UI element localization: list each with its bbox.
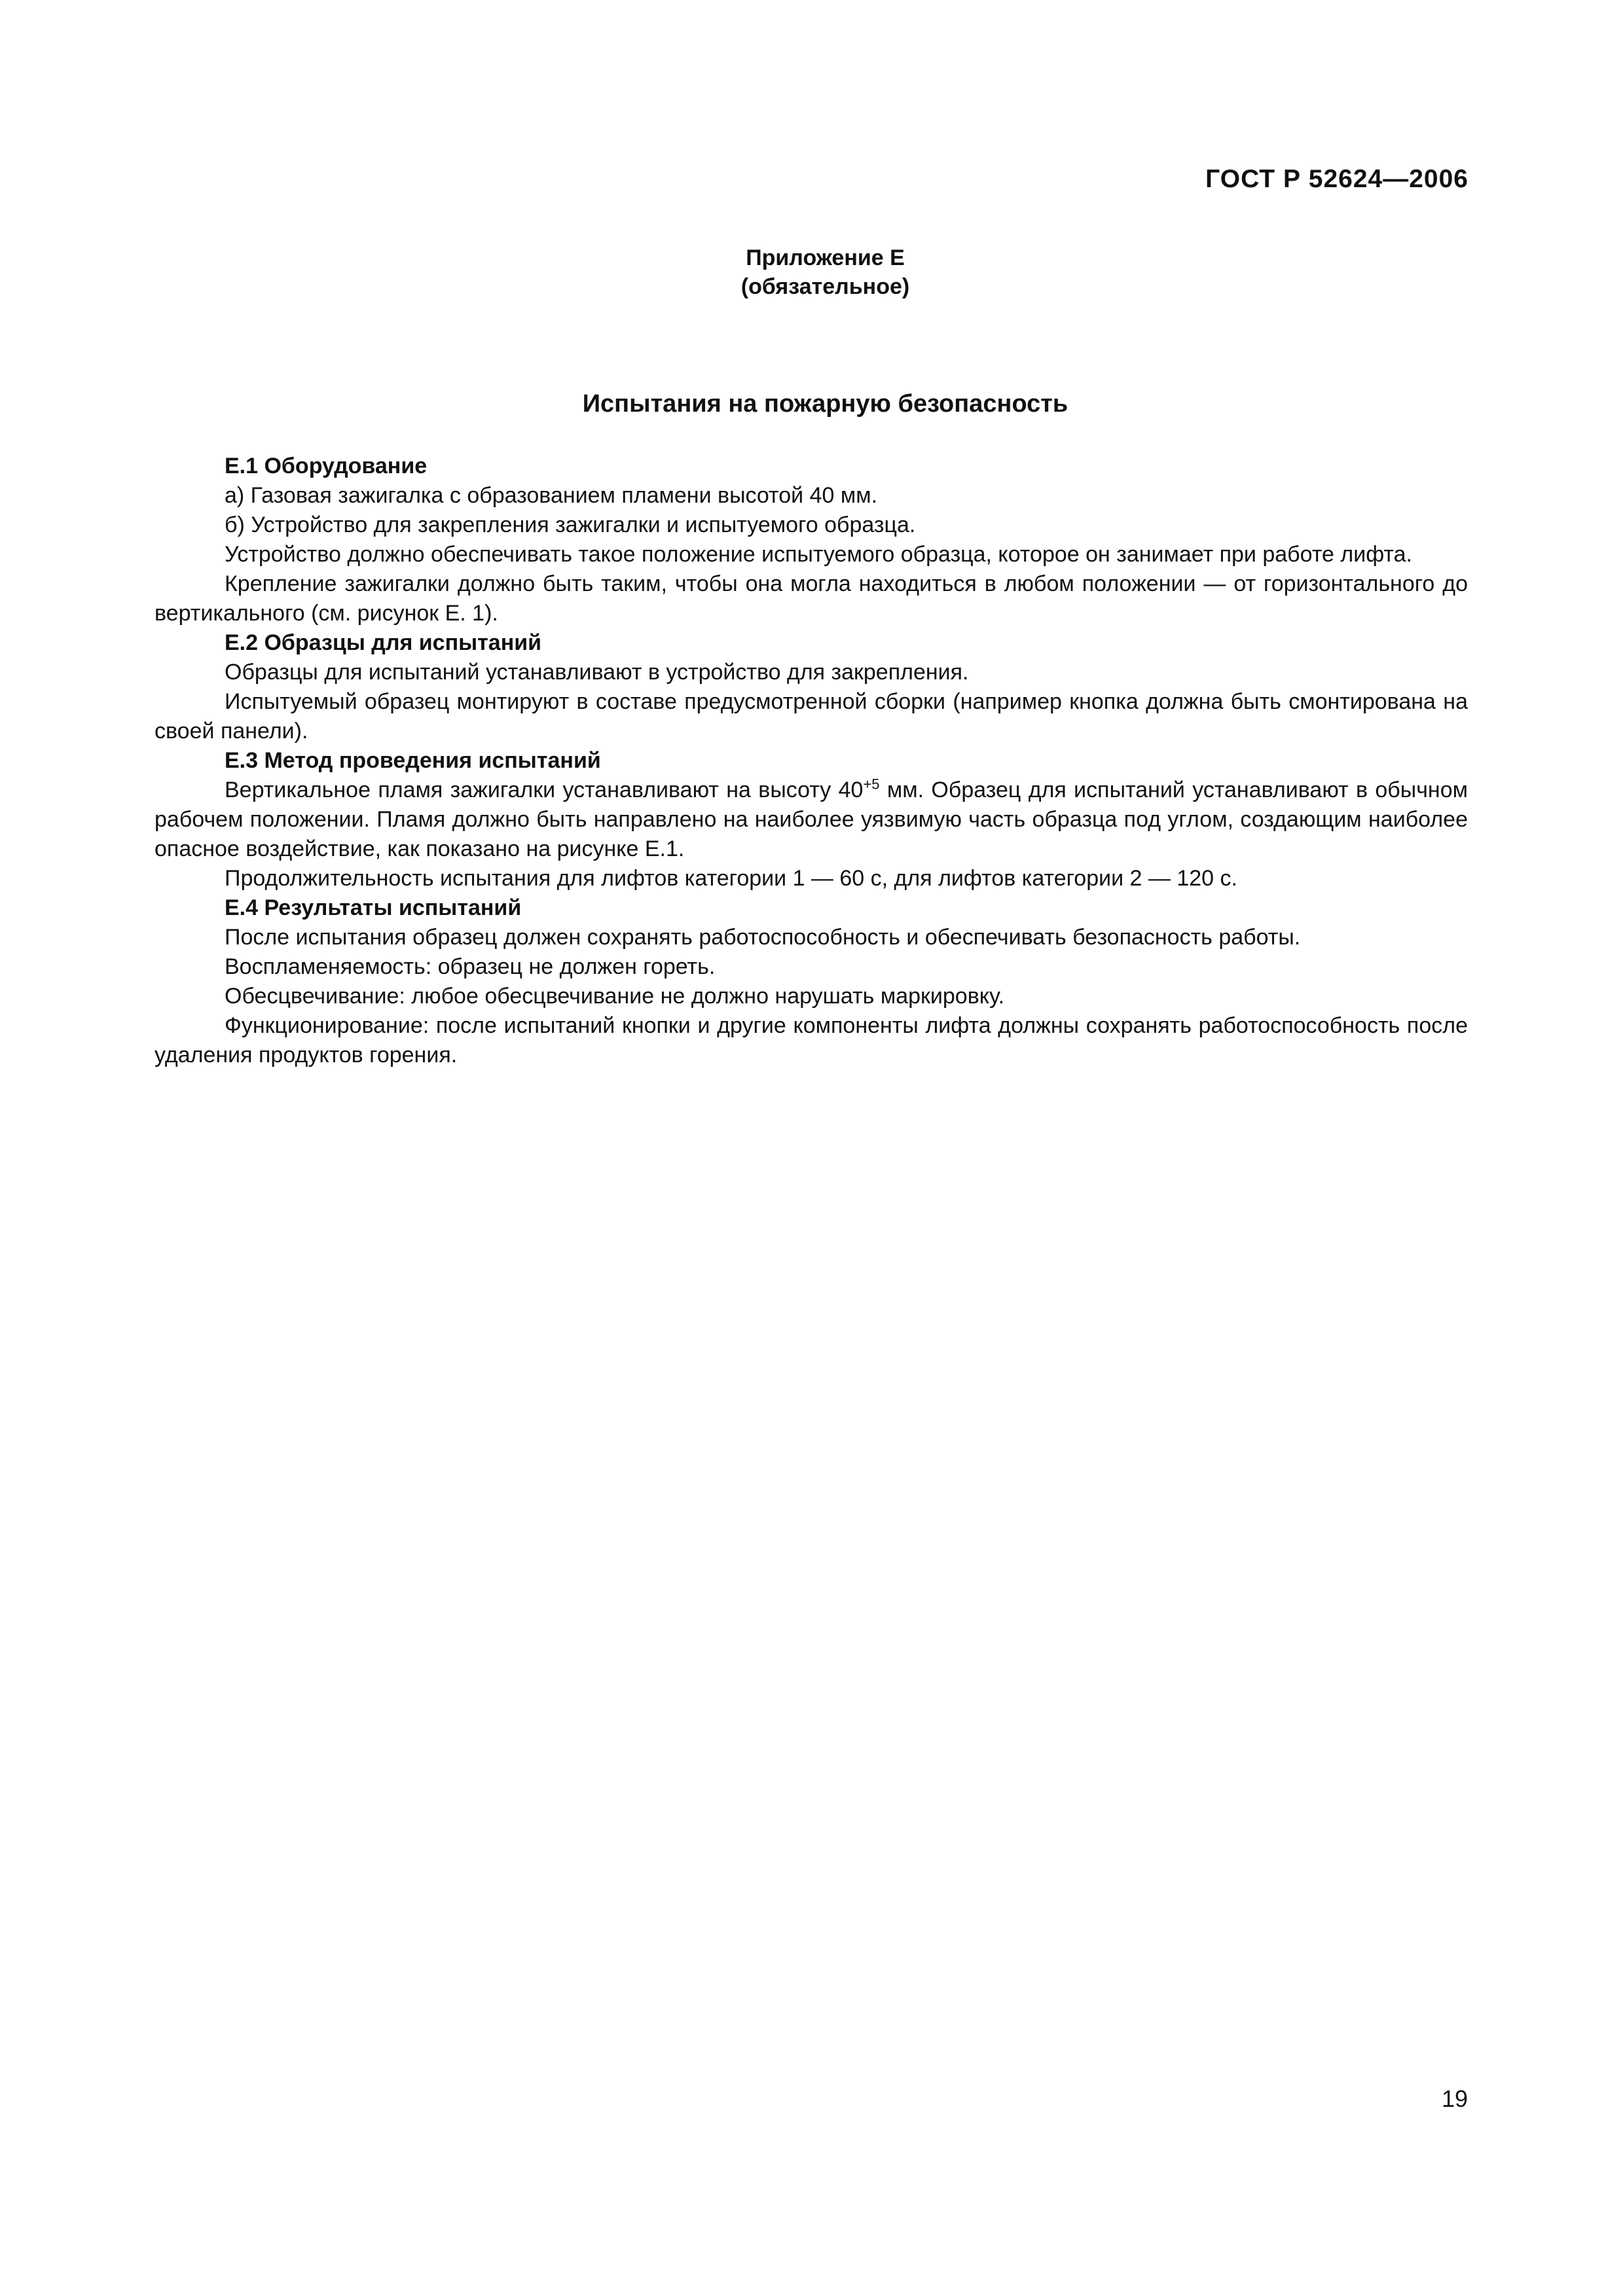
annex-heading	[0, 243, 1623, 301]
paragraph: Воспламеняемость: образец не должен гореть.	[225, 954, 716, 979]
text-run: Вертикальное пламя зажигалки устанавливают на высоту 40	[225, 778, 864, 802]
section-heading-e4: Е.4 Результаты испытаний	[225, 895, 522, 920]
paragraph: Испытуемый образец монтируют в составе предусмотренной сборки (например кнопка должна быть смонтирована на своей панели).	[155, 689, 1468, 744]
paragraph	[155, 776, 1468, 864]
paragraph: Продолжительность испытания для лифтов категории 1 — 60 с, для лифтов категории 2 — 120 с.	[225, 866, 1237, 891]
paragraph: Образцы для испытаний устанавливают в устройство для закрепления.	[225, 660, 969, 685]
paragraph: Обесцвечивание: любое обесцвечивание не должно нарушать маркировку.	[225, 984, 1005, 1009]
page-number: 19	[1441, 2085, 1468, 2112]
paragraph: Крепление зажигалки должно быть таким, чтобы она могла находиться в любом положении — от горизонтального до вертикального (см. рисунок Е. 1).	[155, 571, 1468, 626]
paragraph: Устройство должно обеспечивать такое положение испытуемого образца, которое он занимает при работе лифта.	[225, 542, 1412, 567]
section-heading-e3: Е.3 Метод проведения испытаний	[225, 748, 601, 773]
tolerance-superscript: +5	[863, 776, 880, 793]
paragraph: Функционирование: после испытаний кнопки и другие компоненты лифта должны сохранять работоспособность после удаления продуктов горения.	[155, 1013, 1468, 1067]
document-code: ГОСТ Р 52624—2006	[1205, 165, 1468, 193]
paragraph: а) Газовая зажигалка с образованием пламени высотой 40 мм.	[225, 483, 878, 508]
section-heading-e2: Е.2 Образцы для испытаний	[225, 630, 542, 655]
paragraph: После испытания образец должен сохранять работоспособность и обеспечивать безопасность работы.	[225, 925, 1301, 950]
annex-status: (обязательное)	[740, 274, 910, 299]
text-run: мм. Образец для испытаний устанавливают в обычном рабочем положении. Пламя должно быть направлено на наиболее уязвимую часть образца под углом, создающим наиболее опасное воздействие, как показано на рисунке Е.1.	[155, 778, 1468, 861]
paragraph: б) Устройство для закрепления зажигалки и испытуемого образца.	[225, 512, 916, 537]
main-title: Испытания на пожарную безопасность	[582, 390, 1068, 418]
section-heading-e1: Е.1 Оборудование	[225, 454, 428, 478]
annex-title: Приложение Е	[746, 245, 905, 270]
body-text	[155, 452, 1468, 1070]
